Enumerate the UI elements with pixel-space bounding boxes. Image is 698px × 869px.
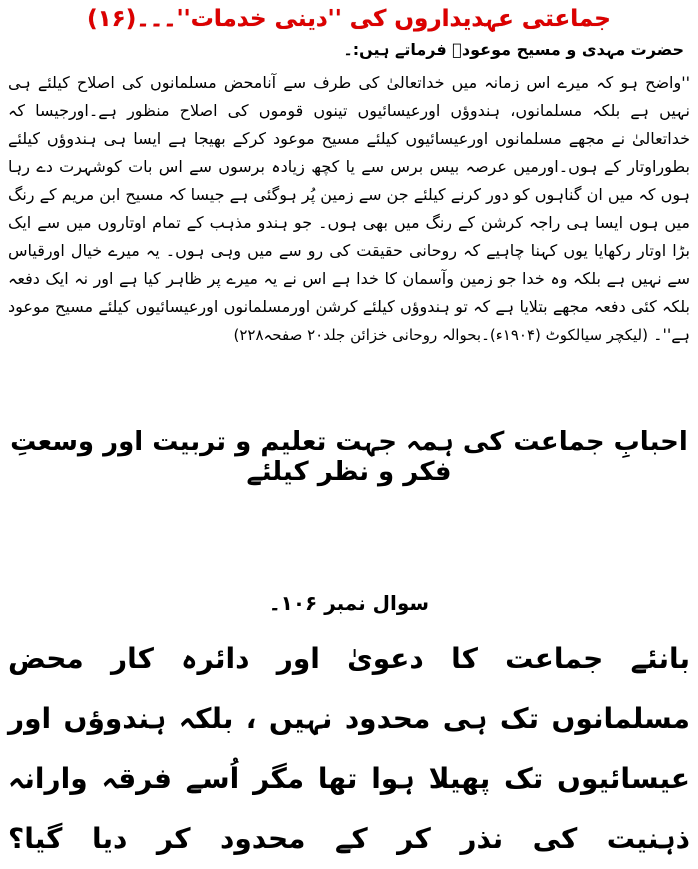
- question-number: سوال نمبر ۱۰۶۔: [268, 591, 430, 615]
- question-line-1: بانئے جماعت کا دعویٰ اور دائرہ کار محض مسلمانوں تک ہی محدود نہیں ، بلکہ ہندوؤں اور: [8, 642, 690, 735]
- attribution-line: حضرت مہدی و مسیح موعودؑ فرماتے ہیں:۔: [343, 40, 684, 59]
- quote-text: ''واضح ہو کہ میرے اس زمانہ میں خداتعالیٰ کی طرف سے آنامحض مسلمانوں کی اصلاح کیلئے ہی نہیں ہے بلکہ مسلمانوں، ہندوؤں اورعیسائیوں تینوں قوموں کی اصلاح منظور ہے۔اورجیسا کہ خداتعالیٰ نے مجھے مسلمانوں اورعیسائیوں کیلئے مسیح موعود کرکے بھیجا ہے ایسا ہی ہندوؤں کیلئے بطوراوتار کے ہوں۔اورمیں عرصہ بیس برس سے یا کچھ زیادہ برسوں سے اس بات کوشہرت دے رہا ہوں کہ میں ان گناہوں کو دور کرنے کیلئے جن سے زمین پُر ہوگئی ہے جیسا کہ مسیح ابن مریم کے رنگ میں ہوں ایسا ہی راجہ کرشن کے رنگ میں بھی ہوں۔ جو ہندو مذہب کے تمام اوتاروں میں سے ایک بڑا اوتار رکھایا یوں کہنا چاہیے کہ روحانی حقیقت کی رو سے میں وہی ہوں۔ یہ میرے خیال اورقیاس سے نہیں ہے بلکہ وہ خدا جو زمین وآسمان کا خدا ہے اس نے یہ میرے پر ظاہر کیا ہے اور نہ ایک دفعہ بلکہ کئی دفعہ مجھے بتلایا ہے کہ تو ہندوؤں کیلئے کرشن اورمسلمانوں اورعیسائیوں کیلئے مسیح موعود ہے''۔: [8, 73, 691, 344]
- question-line-2: عیسائیوں تک پھیلا ہوا تھا مگر اُسے فرقہ وارانہ ذہنیت کی نذر کر کے محدود کر دیا گیا؟: [8, 762, 690, 855]
- citation: (لیکچر سیالکوٹ (۱۹۰۴ء)۔بحوالہ روحانی خزائن جلد۲۰ صفحہ۲۲۸): [233, 326, 648, 344]
- quote-paragraph: [8, 69, 690, 349]
- section-heading: احبابِ جماعت کی ہمہ جہت تعلیم و تربیت اور وسعتِ فکر و نظر کیلئے: [10, 427, 688, 487]
- page-title: جماعتی عہدیداروں کی ''دینی خدمات''۔۔۔(۱۶): [87, 6, 611, 32]
- question-block: [8, 629, 690, 869]
